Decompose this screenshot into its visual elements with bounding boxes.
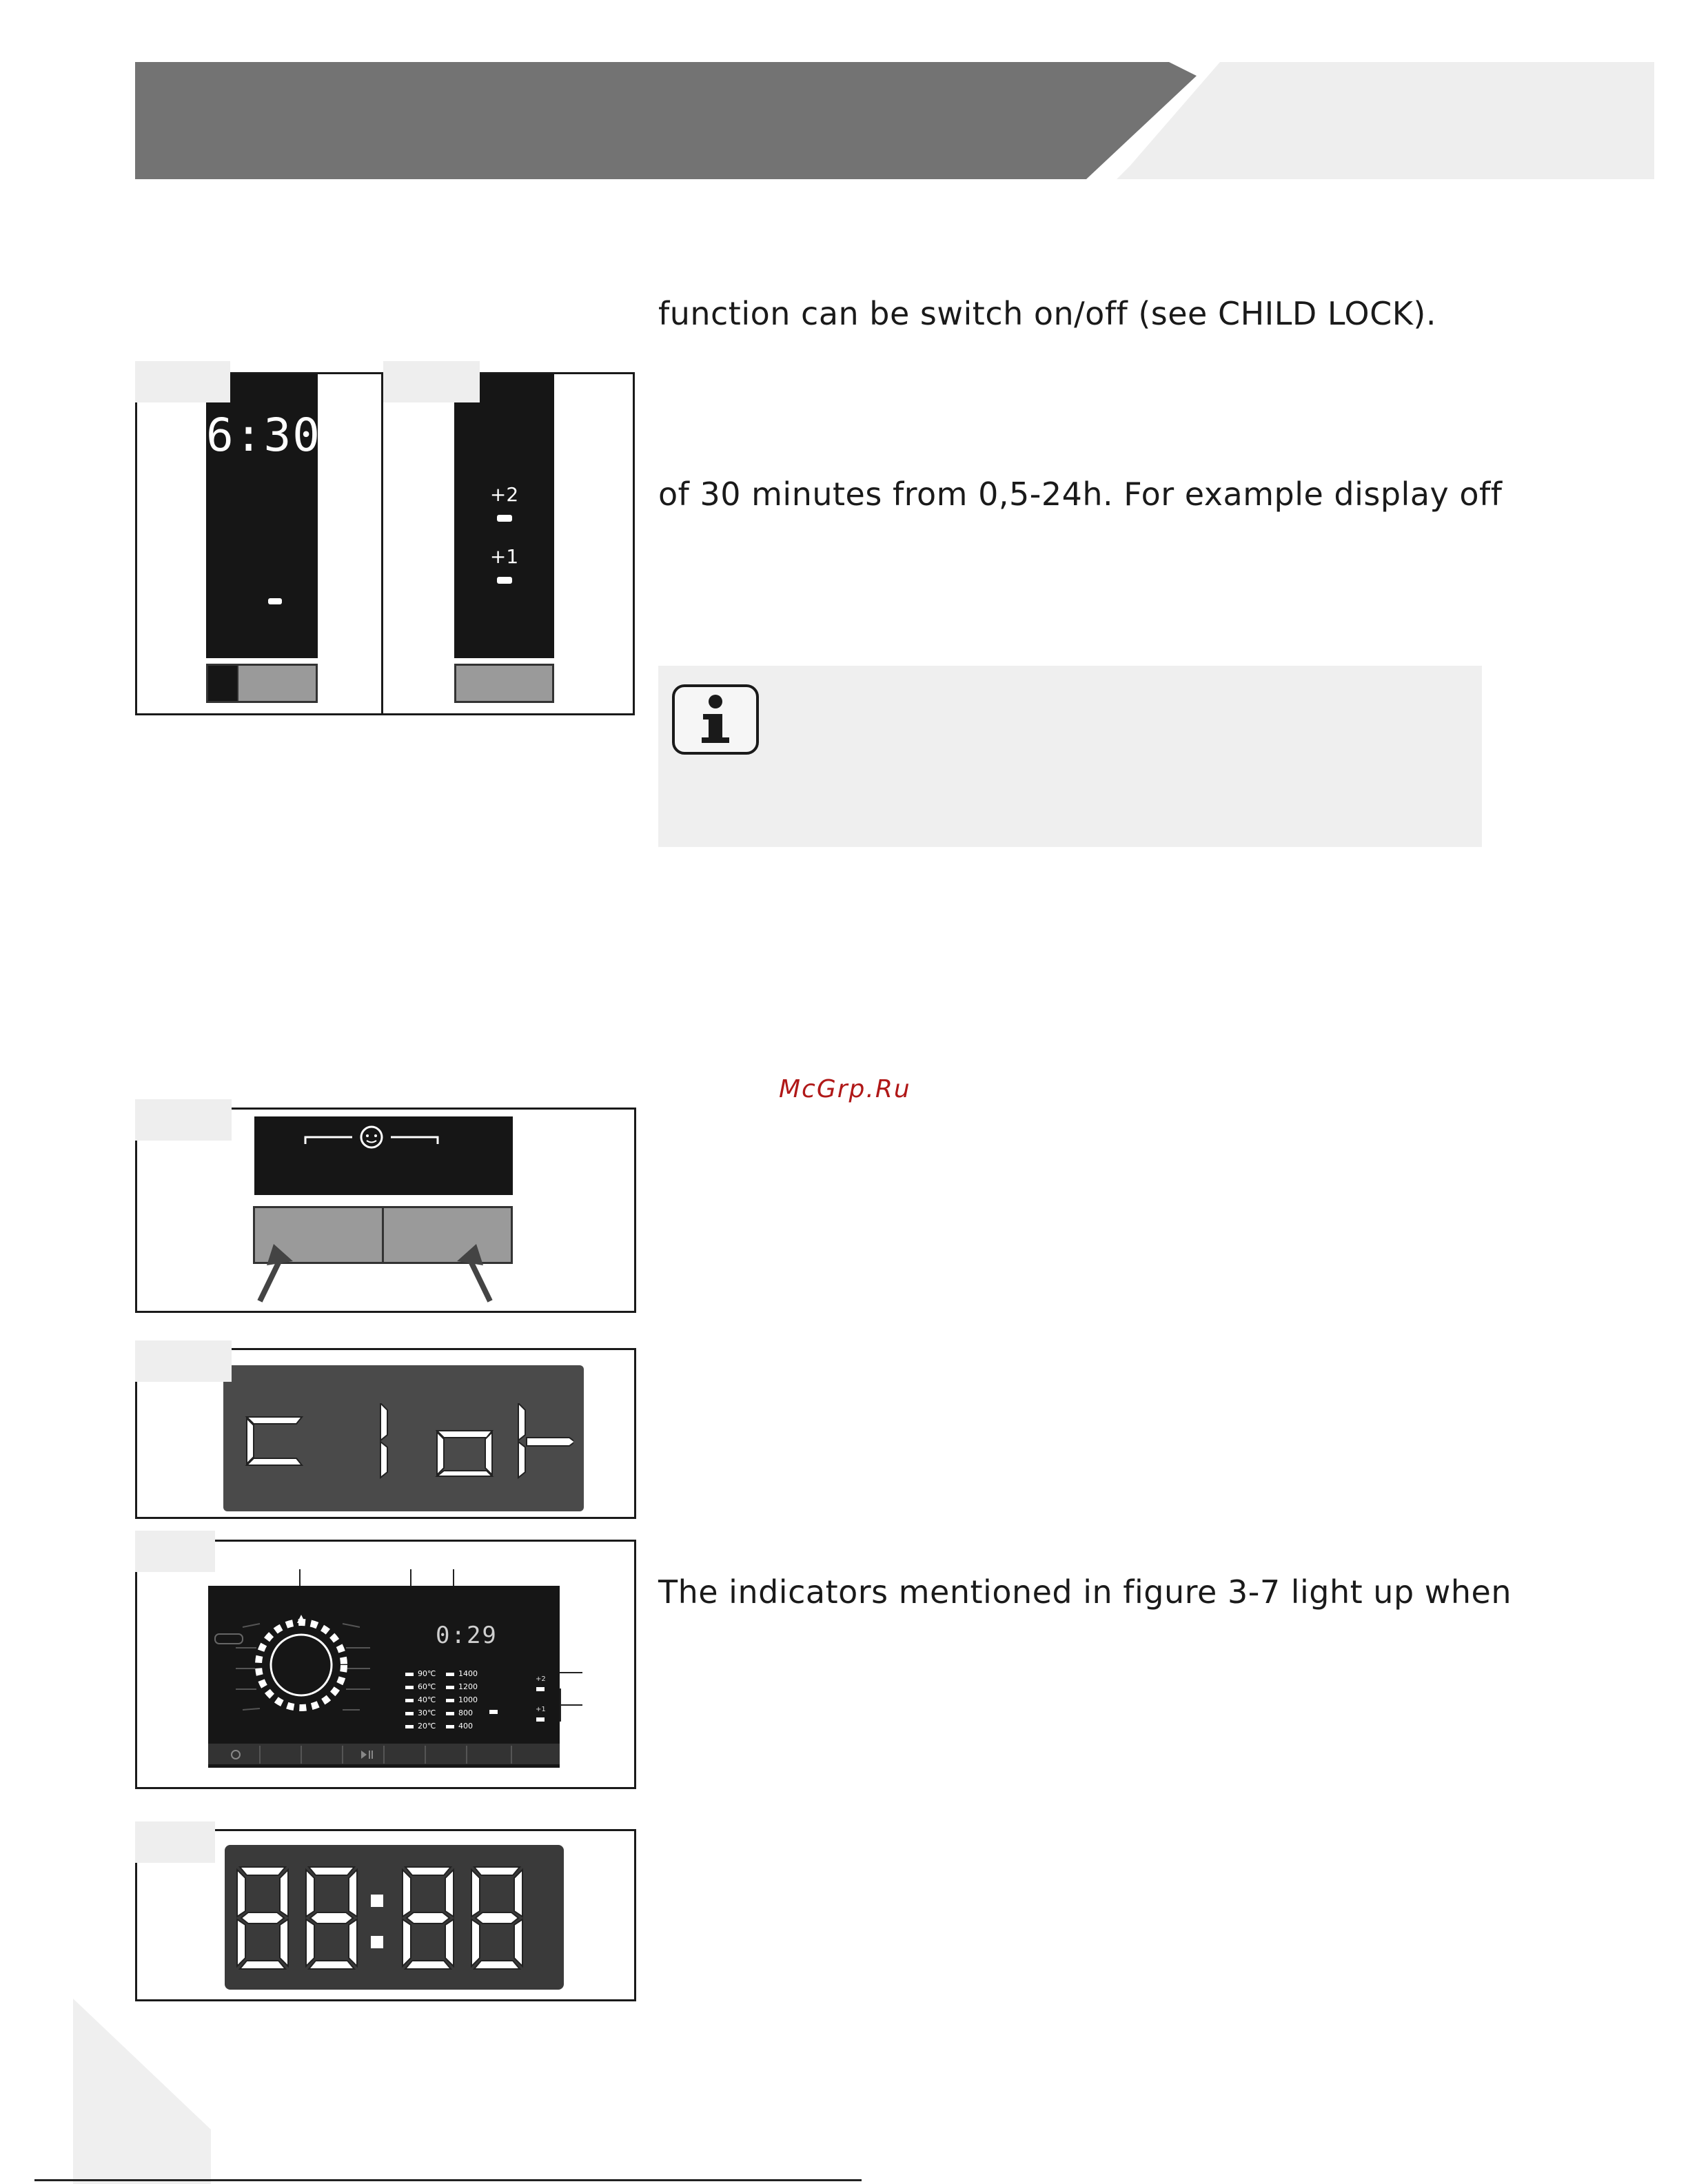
info-note-box	[658, 666, 1482, 847]
delay-time-readout: 6:30	[206, 409, 321, 462]
indicator-led	[489, 1710, 498, 1714]
child-lock-panel	[254, 1116, 513, 1195]
figure-label-tab	[135, 1099, 232, 1141]
figure-label-tab	[135, 361, 230, 402]
bottom-rule	[34, 2179, 862, 2181]
temp-item: 30℃	[405, 1706, 436, 1719]
header-tab-light	[1117, 62, 1654, 179]
speed-item: 800	[446, 1706, 478, 1719]
speed-item: 1000	[446, 1693, 478, 1706]
delay-button[interactable]	[238, 666, 316, 701]
rinse-button[interactable]	[454, 664, 554, 703]
figure-label-tab	[135, 1531, 215, 1572]
speed-item: 1400	[446, 1667, 478, 1680]
temperature-list	[405, 1667, 436, 1733]
page-corner-decoration	[73, 1999, 211, 2184]
control-panel-body	[208, 1586, 560, 1768]
temp-item: 20℃	[405, 1719, 436, 1733]
full-display-screen	[225, 1845, 564, 1990]
temp-item: 90℃	[405, 1667, 436, 1680]
info-icon	[672, 684, 759, 755]
rinse-plus2-led	[497, 515, 512, 522]
paragraph-child-lock: function can be switch on/off (see CHILD LOCK).	[658, 295, 1436, 332]
full-display-segments	[233, 1864, 557, 1974]
rinse-plus2-label: +2	[489, 483, 519, 506]
lock-display-screen	[223, 1365, 584, 1511]
figure-delay-display	[135, 372, 383, 715]
indicator-led	[268, 598, 282, 604]
figure-label-tab	[135, 1340, 232, 1382]
lock-display-segments	[243, 1403, 573, 1479]
speed-item: 1200	[446, 1680, 478, 1693]
panel-rinse-plus1: +1	[536, 1706, 546, 1713]
rinse-plus1-label: +1	[489, 545, 519, 568]
figure-label-tab	[383, 361, 480, 402]
figure-control-panel	[135, 1540, 636, 1789]
watermark: McGrp.Ru	[779, 1075, 911, 1103]
panel-rinse-plus2: +2	[536, 1675, 546, 1683]
paragraph-delay-range: of 30 minutes from 0,5-24h. For example display off	[658, 476, 1503, 513]
speed-item: 400	[446, 1719, 478, 1733]
temp-item: 60℃	[405, 1680, 436, 1693]
figure-label-tab	[135, 1821, 215, 1863]
rinse-plus1-led	[536, 1717, 545, 1722]
panel-time-readout: 0:29	[436, 1622, 498, 1649]
child-lock-icon	[303, 1123, 440, 1151]
header-banner	[135, 62, 1197, 179]
temp-item: 40℃	[405, 1693, 436, 1706]
rinse-plus2-led	[536, 1687, 545, 1691]
figure-rinse-display	[383, 372, 635, 715]
paragraph-indicators: The indicators mentioned in figure 3-7 light up when	[658, 1573, 1512, 1611]
rinse-plus1-led	[497, 577, 512, 584]
spin-speed-list	[446, 1667, 478, 1733]
press-arrows-icon	[247, 1241, 523, 1309]
